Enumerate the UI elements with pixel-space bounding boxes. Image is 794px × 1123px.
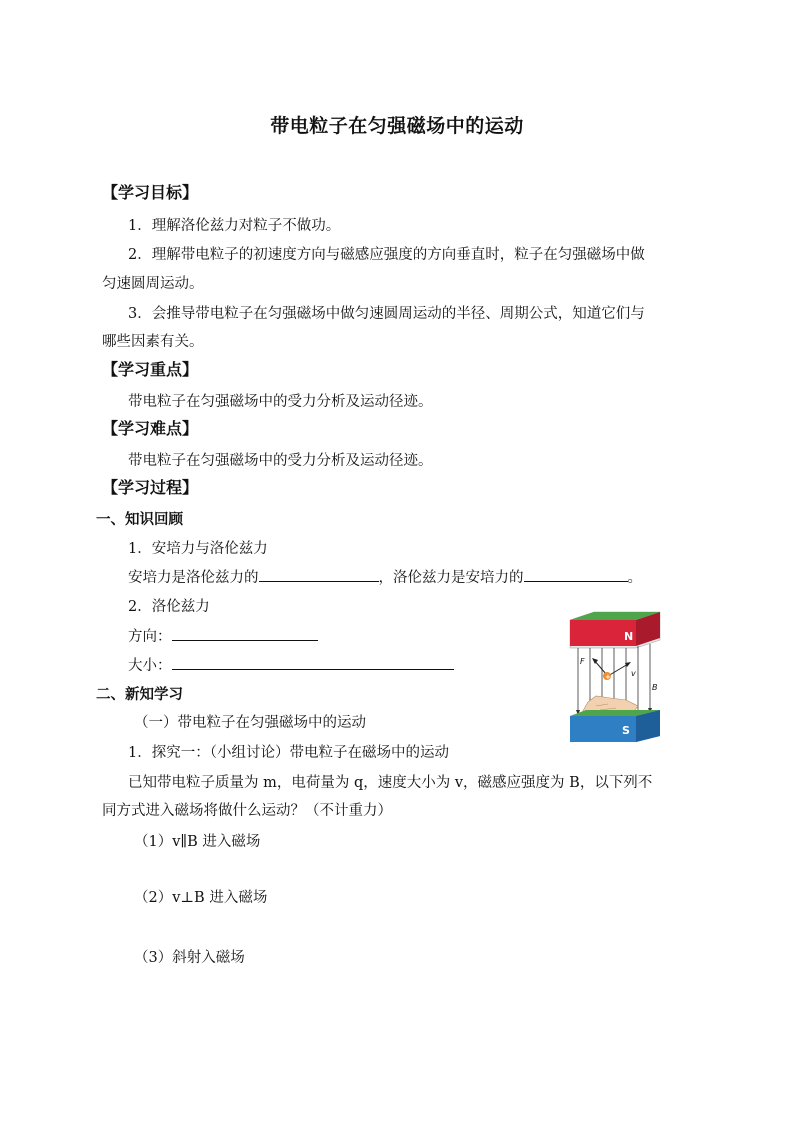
case-3: （3）斜射入磁场 <box>134 950 245 966</box>
case-1: （1）v∥B 进入磁场 <box>134 834 261 850</box>
objective-1: 1．理解洛伦兹力对粒子不做功。 <box>128 218 341 234</box>
objective-3-line2: 哪些因素有关。 <box>102 334 204 350</box>
south-label: S <box>622 724 630 737</box>
objective-2-line2: 匀速圆周运动。 <box>102 276 204 292</box>
magnet-figure <box>566 610 664 750</box>
fill-in-sentence <box>128 566 642 587</box>
velocity-arrow <box>608 664 628 676</box>
blank-field-2[interactable] <box>524 567 628 582</box>
difficulties-text: 带电粒子在匀强磁场中的受力分析及运动径迹。 <box>128 453 433 469</box>
page-title: 带电粒子在匀强磁场中的运动 <box>270 115 524 137</box>
field-label: B <box>652 683 658 692</box>
case-2: （2）v⊥B 进入磁场 <box>134 890 268 906</box>
key-points-text: 带电粒子在匀强磁场中的受力分析及运动径迹。 <box>128 394 433 410</box>
key-points-heading: 【学习重点】 <box>102 360 199 379</box>
particle-sign: + <box>605 673 611 681</box>
fill-text-a: 安培力是洛伦兹力的 <box>128 570 259 586</box>
review-item-2: 2．洛伦兹力 <box>128 599 210 615</box>
new-learning-heading: 二、新知学习 <box>96 686 183 703</box>
magnitude-label: 大小： <box>128 658 172 674</box>
velocity-label: v <box>631 669 636 678</box>
description-line1: 已知带电粒子质量为 m，电荷量为 q，速度大小为 v，磁感应强度为 B，以下列不 <box>128 775 653 791</box>
force-label: F <box>580 657 585 666</box>
objective-3-line1: 3．会推导带电粒子在匀强磁场中做匀速圆周运动的半径、周期公式，知道它们与 <box>128 306 645 322</box>
fill-text-b: ，洛伦兹力是安培力的 <box>378 570 524 586</box>
fill-text-c: 。 <box>627 570 642 586</box>
process-heading: 【学习过程】 <box>102 478 199 497</box>
review-heading: 一、知识回顾 <box>96 511 183 528</box>
difficulties-heading: 【学习难点】 <box>102 419 199 438</box>
objective-2-line1: 2．理解带电粒子的初速度方向与磁感应强度的方向垂直时，粒子在匀强磁场中做 <box>128 247 645 263</box>
blank-field-1[interactable] <box>259 567 379 582</box>
subsection-1: （一）带电粒子在匀强磁场中的运动 <box>134 715 366 731</box>
north-label: N <box>624 630 634 643</box>
direction-blank[interactable] <box>172 626 318 641</box>
objectives-heading: 【学习目标】 <box>102 183 199 202</box>
description-line2: 同方式进入磁场将做什么运动？（不计重力） <box>102 803 392 819</box>
direction-label: 方向： <box>128 629 172 645</box>
direction-line <box>128 625 318 646</box>
review-item-1: 1．安培力与洛伦兹力 <box>128 541 268 557</box>
magnitude-blank[interactable] <box>172 655 454 670</box>
magnitude-line <box>128 654 454 675</box>
explore-1: 1．探究一：（小组讨论）带电粒子在磁场中的运动 <box>128 745 449 761</box>
